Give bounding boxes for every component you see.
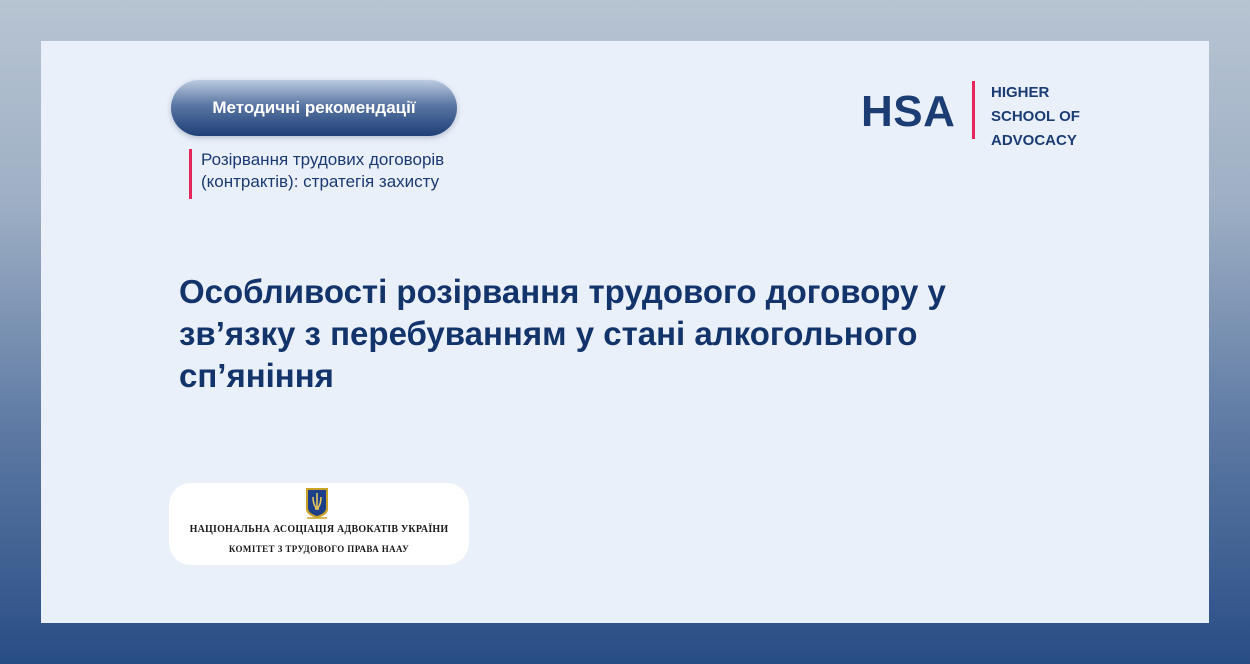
organization-name: НАЦІОНАЛЬНА АСОЦІАЦІЯ АДВОКАТІВ УКРАЇНИ <box>189 524 449 535</box>
hsa-logo-divider <box>972 81 975 139</box>
hsa-logo-line-1: HIGHER <box>991 84 1050 101</box>
hsa-logo-line-3: ADVOCACY <box>991 132 1077 149</box>
topic-line-1: Розірвання трудових договорів <box>201 150 445 169</box>
page-title <box>179 271 1039 397</box>
organization-badge <box>169 483 469 565</box>
hsa-logo-text <box>991 81 1080 153</box>
category-badge-label: Методичні рекомендації <box>212 98 416 117</box>
topic-caption <box>189 149 444 199</box>
page-title-line-1: Особливості розірвання трудового договору у <box>179 273 946 310</box>
organization-committee: КОМІТЕТ З ТРУДОВОГО ПРАВА НААУ <box>228 544 410 554</box>
unba-emblem-icon <box>304 487 330 519</box>
page-title-line-3: сп’яніння <box>179 357 334 394</box>
hsa-logo-line-2: SCHOOL OF <box>991 108 1080 125</box>
topic-line-2: (контрактів): стратегія захисту <box>201 172 440 191</box>
category-badge <box>171 80 457 136</box>
page-title-line-2: зв’язку з перебуванням у стані алкогольного <box>179 315 918 352</box>
hsa-logo-mark: HSA <box>861 87 956 136</box>
content-card <box>41 41 1209 623</box>
